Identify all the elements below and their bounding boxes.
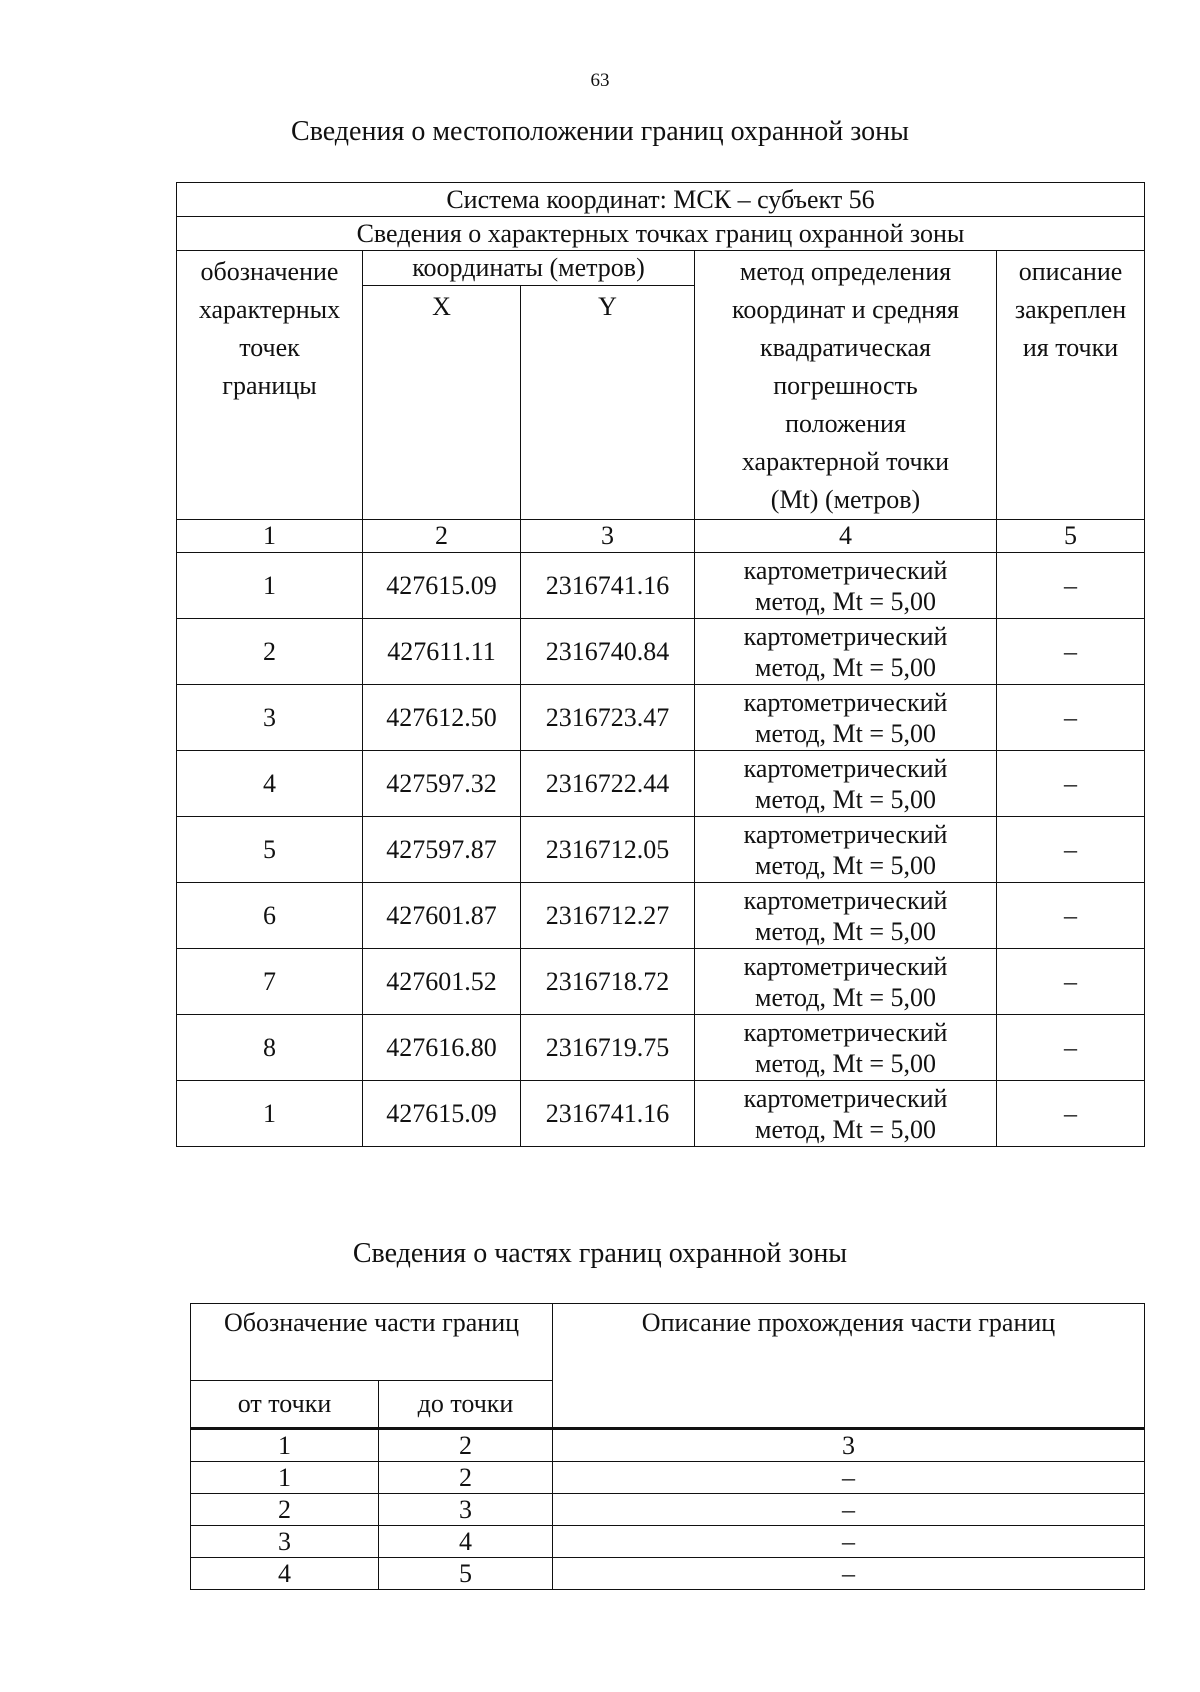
x-cell: 427601.52 — [363, 949, 521, 1015]
description-cell: – — [553, 1526, 1145, 1558]
page-number: 63 — [590, 70, 610, 91]
section-title-boundary-location: Сведения о местоположении границ охранной зоны — [291, 116, 909, 147]
y-cell: 2316723.47 — [521, 685, 695, 751]
column-number: 2 — [363, 520, 521, 553]
coordinate-system-label: Система координат: МСК – субъект 56 — [177, 183, 1145, 217]
column-number: 3 — [521, 520, 695, 553]
method-cell: картометрический метод, Mt = 5,00 — [695, 619, 997, 685]
header-boundary-description: Описание прохождения части границ — [553, 1304, 1145, 1429]
x-cell: 427597.32 — [363, 751, 521, 817]
y-cell: 2316712.27 — [521, 883, 695, 949]
point-cell: 7 — [177, 949, 363, 1015]
boundary-parts-table — [190, 1303, 1145, 1590]
x-cell: 427615.09 — [363, 553, 521, 619]
table-row — [177, 751, 1145, 817]
description-cell: – — [997, 751, 1145, 817]
characteristic-points-table — [176, 182, 1145, 1147]
column-number: 2 — [379, 1429, 553, 1462]
table-row — [177, 949, 1145, 1015]
x-cell: 427616.80 — [363, 1015, 521, 1081]
from-point-cell: 1 — [191, 1462, 379, 1494]
x-cell: 427611.11 — [363, 619, 521, 685]
column-number: 1 — [191, 1429, 379, 1462]
y-cell: 2316722.44 — [521, 751, 695, 817]
table-row — [177, 1081, 1145, 1147]
description-cell: – — [997, 883, 1145, 949]
y-cell: 2316740.84 — [521, 619, 695, 685]
y-cell: 2316718.72 — [521, 949, 695, 1015]
description-cell: – — [997, 1015, 1145, 1081]
header-y: Y — [521, 286, 695, 520]
column-number: 5 — [997, 520, 1145, 553]
header-boundary-part: Обозначение части границ — [191, 1304, 553, 1381]
table-row — [177, 883, 1145, 949]
header-point-description: описание закреплен ия точки — [997, 251, 1145, 520]
x-cell: 427597.87 — [363, 817, 521, 883]
y-cell: 2316712.05 — [521, 817, 695, 883]
point-cell: 1 — [177, 553, 363, 619]
point-cell: 1 — [177, 1081, 363, 1147]
method-cell: картометрический метод, Mt = 5,00 — [695, 1081, 997, 1147]
method-cell: картометрический метод, Mt = 5,00 — [695, 949, 997, 1015]
method-cell: картометрический метод, Mt = 5,00 — [695, 1015, 997, 1081]
to-point-cell: 2 — [379, 1462, 553, 1494]
table-subtitle: Сведения о характерных точках границ охранной зоны — [177, 217, 1145, 251]
description-cell: – — [553, 1462, 1145, 1494]
point-cell: 6 — [177, 883, 363, 949]
header-coordinates: координаты (метров) — [363, 251, 695, 286]
to-point-cell: 5 — [379, 1558, 553, 1590]
description-cell: – — [997, 553, 1145, 619]
point-cell: 8 — [177, 1015, 363, 1081]
y-cell: 2316741.16 — [521, 553, 695, 619]
point-cell: 3 — [177, 685, 363, 751]
header-method: метод определения координат и средняя квадратическая погрешность положения характерной точки (Mt) (метров) — [695, 251, 997, 520]
description-cell: – — [997, 949, 1145, 1015]
table-row — [177, 1015, 1145, 1081]
point-cell: 2 — [177, 619, 363, 685]
y-cell: 2316719.75 — [521, 1015, 695, 1081]
description-cell: – — [997, 619, 1145, 685]
header-from-point: от точки — [191, 1381, 379, 1429]
header-point-designation: обозначение характерных точек границы — [177, 251, 363, 520]
column-number: 4 — [695, 520, 997, 553]
y-cell: 2316741.16 — [521, 1081, 695, 1147]
method-cell: картометрический метод, Mt = 5,00 — [695, 883, 997, 949]
column-number: 3 — [553, 1429, 1145, 1462]
from-point-cell: 2 — [191, 1494, 379, 1526]
from-point-cell: 4 — [191, 1558, 379, 1590]
description-cell: – — [997, 685, 1145, 751]
description-cell: – — [997, 817, 1145, 883]
method-cell: картометрический метод, Mt = 5,00 — [695, 817, 997, 883]
to-point-cell: 3 — [379, 1494, 553, 1526]
table-row — [177, 553, 1145, 619]
point-cell: 5 — [177, 817, 363, 883]
column-number: 1 — [177, 520, 363, 553]
table-row — [177, 619, 1145, 685]
description-cell: – — [553, 1558, 1145, 1590]
method-cell: картометрический метод, Mt = 5,00 — [695, 751, 997, 817]
x-cell: 427601.87 — [363, 883, 521, 949]
description-cell: – — [997, 1081, 1145, 1147]
to-point-cell: 4 — [379, 1526, 553, 1558]
table-row — [191, 1462, 1145, 1494]
x-cell: 427612.50 — [363, 685, 521, 751]
point-cell: 4 — [177, 751, 363, 817]
method-cell: картометрический метод, Mt = 5,00 — [695, 553, 997, 619]
x-cell: 427615.09 — [363, 1081, 521, 1147]
table-row — [177, 817, 1145, 883]
method-cell: картометрический метод, Mt = 5,00 — [695, 685, 997, 751]
table-row — [191, 1494, 1145, 1526]
table-row — [191, 1558, 1145, 1590]
table-row — [191, 1526, 1145, 1558]
header-to-point: до точки — [379, 1381, 553, 1429]
from-point-cell: 3 — [191, 1526, 379, 1558]
header-x: X — [363, 286, 521, 520]
description-cell: – — [553, 1494, 1145, 1526]
section-title-boundary-parts: Сведения о частях границ охранной зоны — [352, 1238, 848, 1269]
table-row — [177, 685, 1145, 751]
